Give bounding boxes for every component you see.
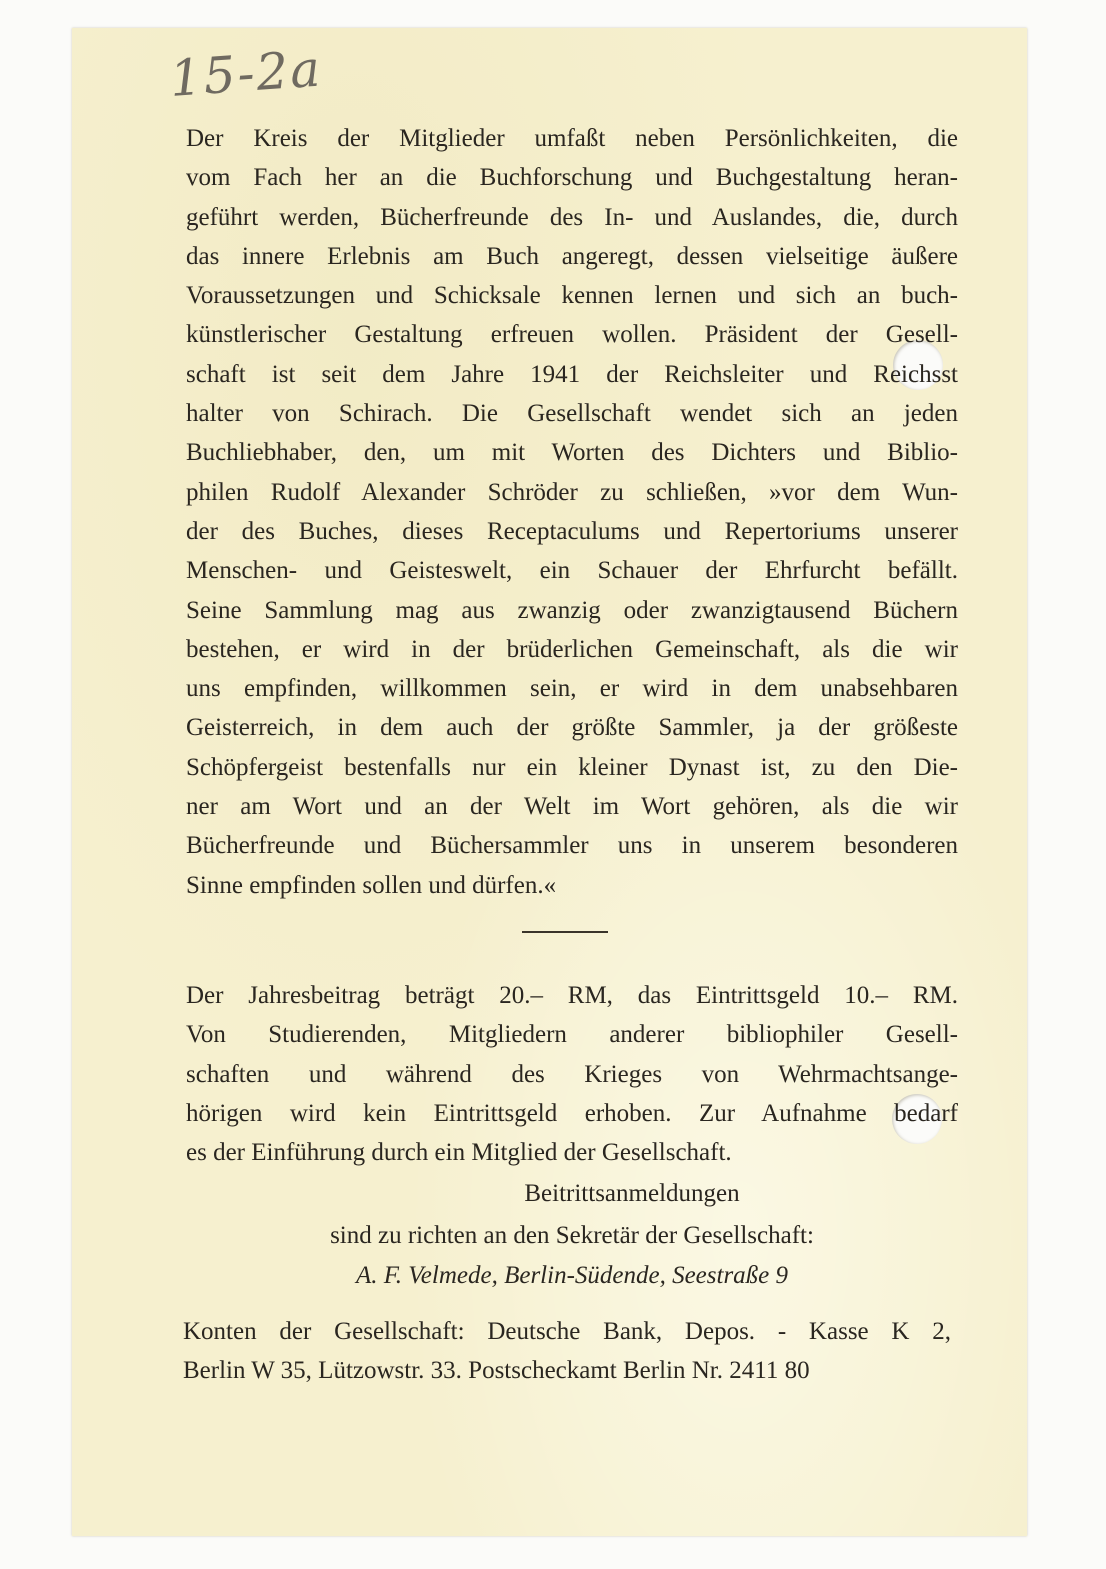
section-divider xyxy=(522,931,608,933)
paragraph-line: Der Kreis der Mitglieder umfaßt neben Persönlichkeiten, die xyxy=(186,125,958,152)
paragraph-line: Voraussetzungen und Schicksale kennen lernen und sich an buch- xyxy=(186,282,958,310)
paragraph-line: Schöpfergeist bestenfalls nur ein kleiner Dynast ist, zu den Die- xyxy=(186,753,958,781)
fee-line: Der Jahresbeitrag beträgt 20.– RM, das Eintrittsgeld 10.– RM. xyxy=(186,982,958,1009)
paragraph-line: Seine Sammlung mag aus zwanzig oder zwanzigtausend Büchern xyxy=(186,596,958,624)
paragraph-line: uns empfinden, willkommen sein, er wird in dem unabsehbaren xyxy=(186,675,958,703)
paragraph-line: der des Buches, dieses Receptaculums und Repertoriums unserer xyxy=(186,517,958,545)
paragraph-line: Menschen- und Geisteswelt, ein Schauer der Ehrfurcht befällt. xyxy=(186,557,958,585)
account-line: Konten der Gesellschaft: Deutsche Bank, Depos. - Kasse K 2, xyxy=(183,1318,951,1345)
paragraph-line: halter von Schirach. Die Gesellschaft wendet sich an jeden xyxy=(186,400,958,428)
paragraph-line: Geisterreich, in dem auch der größte Sammler, ja der größeste xyxy=(186,714,958,742)
paragraph-line: schaft ist seit dem Jahre 1941 der Reichsleiter und Reichsst xyxy=(186,360,958,388)
paragraph-line: bestehen, er wird in der brüderlichen Gemeinschaft, als die wir xyxy=(186,635,958,663)
paragraph-line: geführt werden, Bücherfreunde des In- und Auslandes, die, durch xyxy=(186,203,958,231)
registration-subtitle: sind zu richten an den Sekretär der Gesellschaft: xyxy=(330,1222,814,1249)
fee-line: Von Studierenden, Mitgliedern anderer bibliophiler Gesell- xyxy=(186,1021,958,1049)
handwritten-note: 15-2a xyxy=(167,39,324,108)
fee-paragraph xyxy=(186,976,958,1172)
bank-accounts xyxy=(183,1312,951,1391)
fee-line: es der Einführung durch ein Mitglied der Gesellschaft. xyxy=(186,1139,732,1167)
paragraph-line: Bücherfreunde und Büchersammler uns in unserem besonderen xyxy=(186,832,958,860)
membership-paragraph xyxy=(186,119,958,905)
paragraph-line: Buchliebhaber, den, um mit Worten des Dichters und Biblio- xyxy=(186,439,958,467)
account-line: Berlin W 35, Lützowstr. 33. Postscheckamt Berlin Nr. 2411 80 xyxy=(183,1357,810,1385)
paragraph-line: das innere Erlebnis am Buch angeregt, dessen vielseitige äußere xyxy=(186,242,958,270)
fee-line: hörigen wird kein Eintrittsgeld erhoben. Zur Aufnahme bedarf xyxy=(186,1099,958,1127)
registration-address: A. F. Velmede, Berlin-Südende, Seestraße 9 xyxy=(355,1262,789,1289)
paragraph-line: ner am Wort und an der Welt im Wort gehören, als die wir xyxy=(186,793,958,821)
registration-title: Beitrittsanmeldungen xyxy=(524,1180,740,1207)
paragraph-line: philen Rudolf Alexander Schröder zu schließen, »vor dem Wun- xyxy=(186,478,958,506)
fee-line: schaften und während des Krieges von Wehrmachtsange- xyxy=(186,1060,958,1088)
paragraph-line: Sinne empfinden sollen und dürfen.« xyxy=(186,871,557,899)
paragraph-line: vom Fach her an die Buchforschung und Buchgestaltung heran- xyxy=(186,164,958,192)
paragraph-line: künstlerischer Gestaltung erfreuen wollen. Präsident der Gesell- xyxy=(186,321,958,349)
